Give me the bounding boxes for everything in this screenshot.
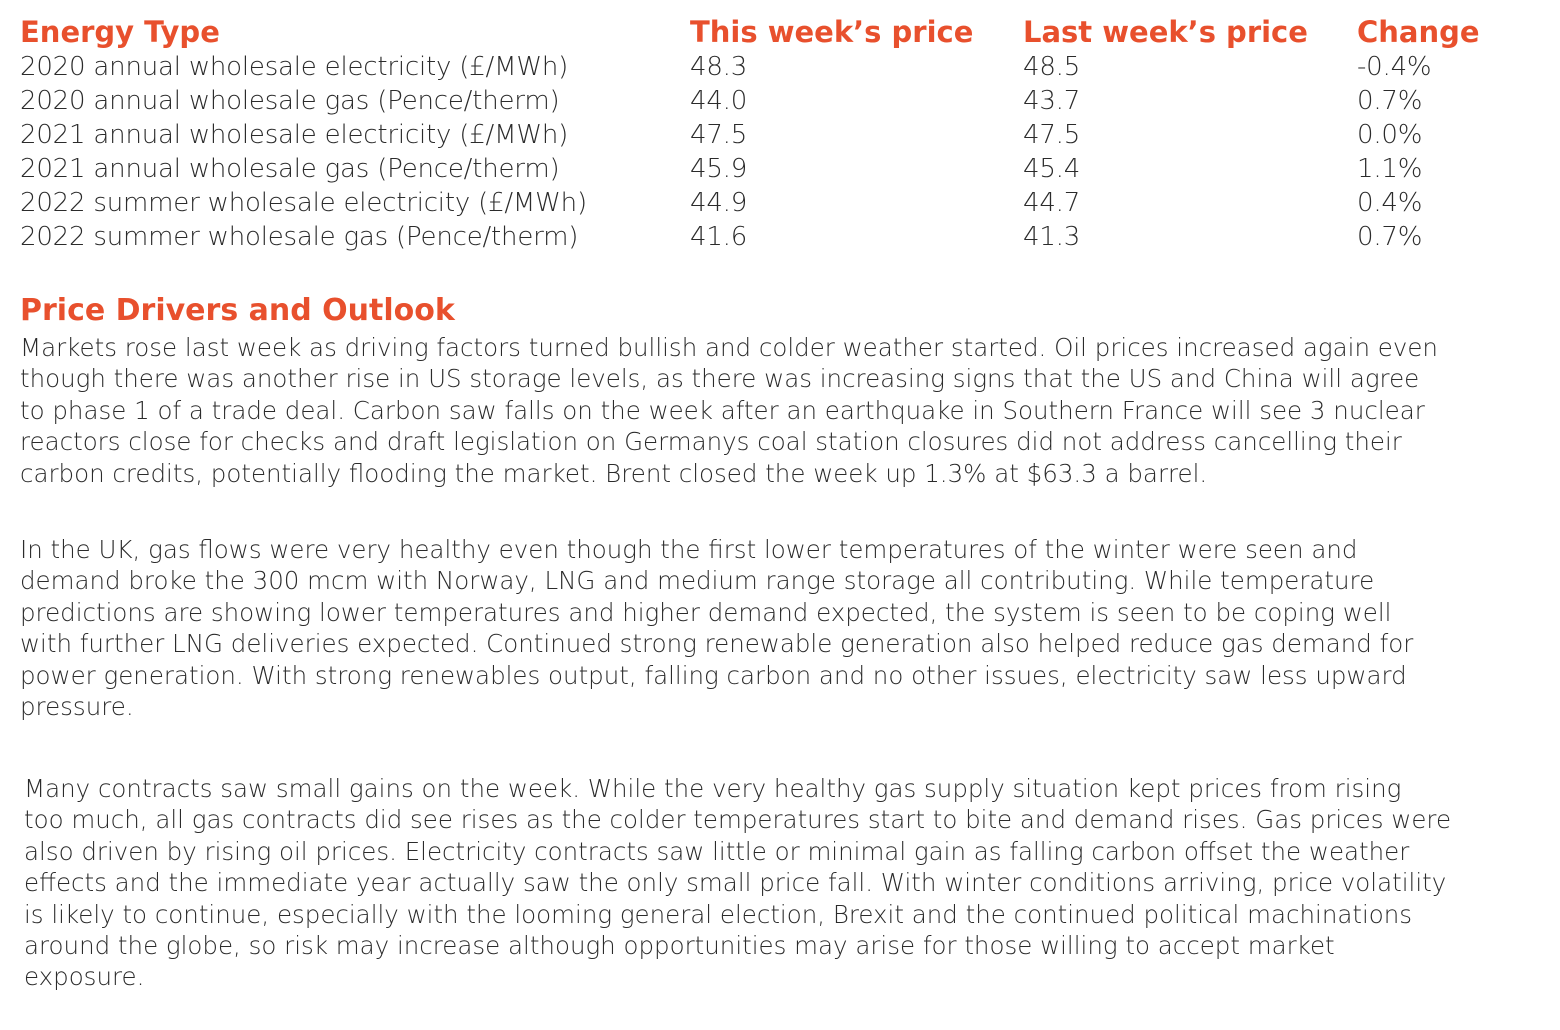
- paragraph-line: Markets rose last week as driving factors turned bullish and colder weather started. Oil prices increased again even: [20, 333, 1438, 362]
- energy-type-cell: 2020 annual wholesale electricity (£/MWh): [20, 52, 569, 82]
- last-week-price-cell: 43.7: [1023, 86, 1081, 116]
- this-week-price-cell: 47.5: [690, 120, 748, 150]
- paragraph-line: In the UK, gas flows were very healthy even though the first lower temperatures of the winter were seen and: [20, 535, 1358, 564]
- header-last-week-price: Last week’s price: [1023, 15, 1308, 49]
- table-row: [20, 152, 1550, 186]
- outlook-title: Price Drivers and Outlook: [20, 293, 455, 328]
- table-row: [20, 220, 1550, 254]
- paragraph-line: around the globe, so risk may increase although opportunities may arise for those willing to accept market: [24, 931, 1335, 961]
- last-week-price-cell: 47.5: [1023, 120, 1081, 150]
- paragraph-line: pressure.: [20, 692, 134, 722]
- outlook-paragraph-2: [20, 534, 1550, 722]
- this-week-price-cell: 44.0: [690, 86, 748, 116]
- paragraph-line: though there was another rise in US storage levels, as there was increasing signs that the US and China will agree: [20, 364, 1420, 394]
- change-cell: 1.1%: [1357, 154, 1423, 184]
- paragraph-line: is likely to continue, especially with the looming general election, Brexit and the continued political machinations: [24, 899, 1413, 929]
- energy-type-cell: 2021 annual wholesale gas (Pence/therm): [20, 154, 560, 184]
- energy-type-cell: 2020 annual wholesale gas (Pence/therm): [20, 86, 560, 116]
- paragraph-line: also driven by rising oil prices. Electricity contracts saw little or minimal gain as falling carbon offset the weather: [24, 836, 1410, 866]
- table-row: [20, 186, 1550, 220]
- change-cell: 0.7%: [1357, 222, 1423, 252]
- last-week-price-cell: 48.5: [1023, 52, 1081, 82]
- change-cell: -0.4%: [1357, 52, 1432, 82]
- paragraph-line: carbon credits, potentially flooding the market. Brent closed the week up 1.3% at $63.3 a barrel.: [20, 458, 1208, 488]
- this-week-price-cell: 48.3: [690, 52, 748, 82]
- change-cell: 0.4%: [1357, 188, 1423, 218]
- table-row: [20, 84, 1550, 118]
- paragraph-line: power generation. With strong renewables output, falling carbon and no other issues, electricity saw less upward: [20, 660, 1407, 690]
- header-change: Change: [1357, 15, 1480, 49]
- last-week-price-cell: 45.4: [1023, 154, 1081, 184]
- paragraph-line: demand broke the 300 mcm with Norway, LNG and medium range storage all contributing. While temperature: [20, 566, 1375, 596]
- table-header-row: [20, 14, 1550, 50]
- this-week-price-cell: 45.9: [690, 154, 748, 184]
- change-cell: 0.7%: [1357, 86, 1423, 116]
- paragraph-line: with further LNG deliveries expected. Continued strong renewable generation also helped reduce gas demand for: [20, 629, 1414, 659]
- table-row: [20, 118, 1550, 152]
- last-week-price-cell: 41.3: [1023, 222, 1081, 252]
- header-this-week-price: This week’s price: [690, 15, 974, 49]
- paragraph-line: predictions are showing lower temperatures and higher demand expected, the system is seen to be coping well: [20, 597, 1392, 627]
- energy-price-table: [20, 14, 1550, 254]
- paragraph-line: exposure.: [24, 962, 145, 992]
- paragraph-line: reactors close for checks and draft legislation on Germanys coal station closures did not address cancelling their: [20, 427, 1402, 457]
- change-cell: 0.0%: [1357, 120, 1423, 150]
- last-week-price-cell: 44.7: [1023, 188, 1081, 218]
- table-body: [20, 50, 1550, 254]
- paragraph-line: Many contracts saw small gains on the week. While the very healthy gas supply situation kept prices from rising: [24, 774, 1402, 803]
- outlook-paragraph-1: [20, 332, 1550, 489]
- paragraph-line: to phase 1 of a trade deal. Carbon saw falls on the week after an earthquake in Southern France will see 3 nuclear: [20, 395, 1425, 425]
- this-week-price-cell: 44.9: [690, 188, 748, 218]
- paragraph-line: too much, all gas contracts did see rises as the colder temperatures start to bite and demand rises. Gas prices were: [24, 805, 1452, 835]
- table-row: [20, 50, 1550, 84]
- this-week-price-cell: 41.6: [690, 222, 748, 252]
- energy-type-cell: 2022 summer wholesale gas (Pence/therm): [20, 222, 579, 252]
- energy-type-cell: 2022 summer wholesale electricity (£/MWh): [20, 188, 587, 218]
- outlook-paragraph-3: [24, 773, 1554, 993]
- paragraph-line: effects and the immediate year actually saw the only small price fall. With winter conditions arriving, price volatility: [24, 868, 1447, 898]
- energy-type-cell: 2021 annual wholesale electricity (£/MWh): [20, 120, 569, 150]
- header-energy-type: Energy Type: [20, 15, 220, 49]
